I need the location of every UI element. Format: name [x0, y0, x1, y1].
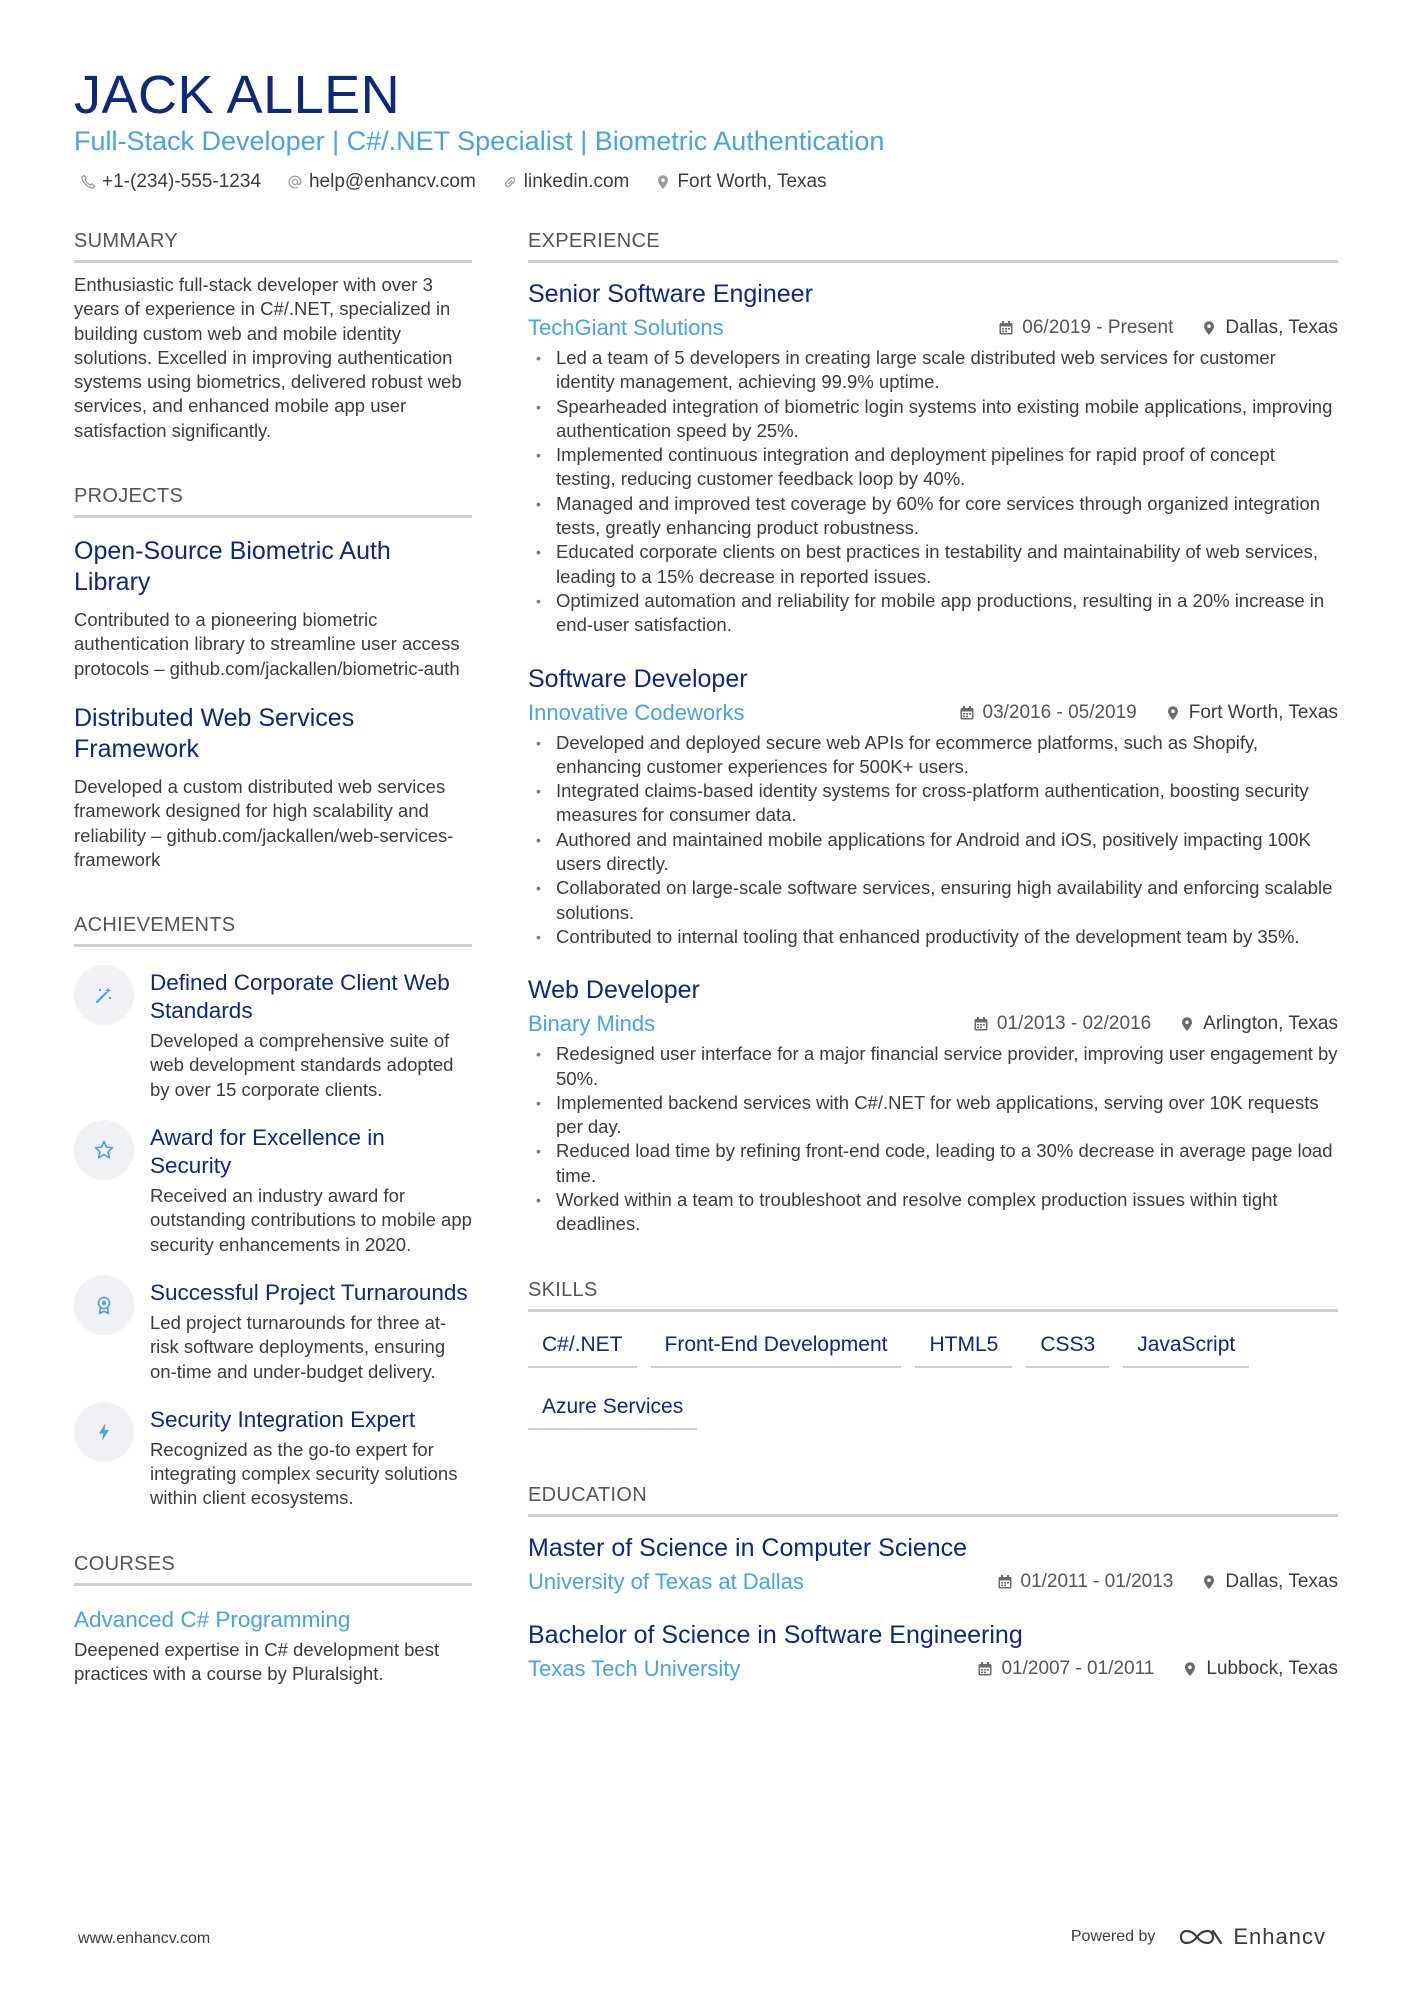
education-section — [528, 1482, 1338, 1683]
location-pin-icon — [1165, 705, 1181, 721]
job-location-text: Fort Worth, Texas — [1188, 701, 1338, 723]
location-pin-icon — [1182, 1661, 1198, 1677]
location-pin-icon — [1179, 1016, 1195, 1032]
courses-heading: COURSES — [74, 1551, 472, 1586]
summary-heading: SUMMARY — [74, 228, 472, 263]
job-entry — [528, 279, 1338, 638]
bullet-item: • Worked within a team to troubleshoot and resolve complex production issues within tight deadlines. — [528, 1188, 1338, 1237]
candidate-name: JACK ALLEN — [74, 65, 401, 125]
location-pin-icon — [655, 174, 671, 190]
achievement-title: Defined Corporate Client Web Standards — [150, 970, 450, 1024]
project-description: Developed a custom distributed web services framework designed for high scalability and reliability – github.com/jackallen/web-services-framework — [74, 775, 454, 870]
education-location-text: Dallas, Texas — [1225, 1570, 1338, 1592]
contact-bar — [80, 168, 827, 196]
right-column — [528, 228, 1338, 1683]
linkedin-text: linkedin.com — [523, 171, 630, 192]
education-meta — [528, 1568, 1338, 1596]
bullet-item: • Implemented backend services with C#/.NET for web applications, serving over 10K requests per day. — [528, 1091, 1338, 1140]
achievement-description: Led project turnarounds for three at-risk software deployments, ensuring on-time and under-budget delivery. — [150, 1311, 447, 1382]
project-title: Open-Source Biometric Auth Library — [74, 537, 391, 597]
job-title: Senior Software Engineer — [528, 280, 813, 308]
job-bullets — [528, 731, 1338, 950]
contact-linkedin[interactable] — [502, 168, 630, 196]
calendar-icon — [997, 1574, 1013, 1590]
company-name: Binary Minds — [528, 1011, 656, 1037]
contact-phone[interactable] — [80, 168, 261, 196]
education-location-text: Lubbock, Texas — [1206, 1657, 1338, 1679]
job-dates — [959, 700, 1137, 726]
star-icon — [74, 1120, 134, 1180]
calendar-icon — [959, 705, 975, 721]
link-icon — [502, 174, 518, 190]
job-location — [1201, 315, 1338, 341]
footer-website[interactable]: www.enhancv.com — [78, 1930, 211, 1947]
skill-tag: JavaScript — [1123, 1330, 1249, 1368]
bullet-item: • Contributed to internal tooling that enhanced productivity of the development team by 35%. — [528, 925, 1338, 949]
brand-logo[interactable] — [1177, 1924, 1326, 1950]
job-dates-text: 01/2013 - 02/2016 — [996, 1013, 1152, 1035]
skill-tag: C#/.NET — [528, 1330, 637, 1368]
education-entry — [528, 1533, 1338, 1596]
job-bullets — [528, 346, 1338, 638]
phone-icon — [80, 174, 96, 190]
enhancv-logo-icon — [1177, 1925, 1225, 1949]
left-column — [74, 228, 472, 1686]
job-dates-text: 03/2016 - 05/2019 — [982, 701, 1137, 723]
education-dates — [977, 1656, 1154, 1682]
bullet-item: • Collaborated on large-scale software services, ensuring high availability and enforcing scalable solutions. — [528, 876, 1338, 925]
bullet-item: • Managed and improved test coverage by 60% for core services through organized integration tests, greatly enhancing product robustness. — [528, 492, 1338, 541]
achievements-heading: ACHIEVEMENTS — [74, 912, 472, 947]
education-heading: EDUCATION — [528, 1482, 1338, 1517]
courses-section — [74, 1551, 472, 1687]
footer-branding — [1071, 1924, 1326, 1950]
experience-heading: EXPERIENCE — [528, 228, 1338, 263]
job-bullets — [528, 1042, 1338, 1236]
school-name: University of Texas at Dallas — [528, 1568, 804, 1594]
achievement-item — [74, 969, 472, 1102]
school-name: Texas Tech University — [528, 1655, 741, 1681]
achievement-title: Security Integration Expert — [150, 1406, 416, 1432]
degree-title: Bachelor of Science in Software Engineering — [528, 1620, 1023, 1649]
skill-tag: Front-End Development — [651, 1330, 902, 1368]
bullet-item: • Spearheaded integration of biometric login systems into existing mobile applications, improving authentication speed by 25%. — [528, 395, 1338, 444]
project-item — [74, 703, 472, 872]
email-text: help@enhancv.com — [308, 171, 476, 192]
education-dates-text: 01/2011 - 01/2013 — [1020, 1570, 1174, 1592]
contact-location — [655, 168, 826, 196]
bolt-icon — [74, 1402, 134, 1462]
skill-tag: CSS3 — [1026, 1330, 1109, 1368]
bullet-item: • Reduced load time by refining front-end code, leading to a 30% decrease in average page load time. — [528, 1139, 1338, 1188]
project-description: Contributed to a pioneering biometric authentication library to streamline user access protocols – github.com/jackallen/biometric-auth — [74, 609, 460, 679]
course-description: Deepened expertise in C# development best practices with a course by Pluralsight. — [74, 1638, 440, 1685]
achievement-item — [74, 1279, 472, 1384]
achievement-description: Received an industry award for outstanding contributions to mobile app security enhancements in 2020. — [150, 1185, 472, 1255]
education-meta — [528, 1655, 1338, 1683]
degree-title: Master of Science in Computer Science — [528, 1533, 968, 1562]
job-title: Web Developer — [528, 976, 700, 1005]
location-pin-icon — [1201, 1574, 1217, 1590]
education-dates-text: 01/2007 - 01/2011 — [1001, 1657, 1155, 1679]
company-name: Innovative Codeworks — [528, 699, 745, 725]
projects-section — [74, 483, 472, 872]
at-icon — [287, 174, 303, 190]
award-icon — [74, 1275, 134, 1335]
project-item — [74, 536, 472, 681]
bullet-item: • Implemented continuous integration and deployment pipelines for rapid proof of concept testing, reducing customer feedback loop by 40%. — [528, 443, 1338, 492]
achievement-description: Recognized as the go-to expert for integrating complex security solutions within client ecosystems. — [150, 1438, 458, 1509]
bullet-item: • Optimized automation and reliability for mobile app productions, resulting in a 20% increase in end-user satisfaction. — [528, 589, 1338, 638]
job-title: Software Developer — [528, 664, 748, 693]
bullet-item: • Educated corporate clients on best practices in testability and maintainability of web services, leading to a 15% decrease in reported issues. — [528, 540, 1338, 589]
education-dates — [997, 1569, 1174, 1595]
job-meta — [528, 1010, 1338, 1038]
brand-name: Enhancv — [1233, 1924, 1326, 1949]
skills-heading: SKILLS — [528, 1277, 1338, 1312]
calendar-icon — [998, 320, 1014, 336]
skill-tag: Azure Services — [528, 1392, 697, 1430]
experience-section — [528, 228, 1338, 1237]
projects-heading: PROJECTS — [74, 483, 472, 518]
achievement-item — [74, 1124, 472, 1257]
achievements-section — [74, 912, 472, 1511]
job-entry — [528, 664, 1338, 950]
job-location-text: Arlington, Texas — [1203, 1013, 1338, 1035]
bullet-item: • Led a team of 5 developers in creating large scale distributed web services for customer identity management, achieving 99.9% uptime. — [528, 346, 1338, 395]
achievement-title: Successful Project Turnarounds — [150, 1279, 468, 1305]
education-location — [1201, 1569, 1338, 1595]
skills-section — [528, 1277, 1338, 1430]
course-title: Advanced C# Programming — [74, 1606, 351, 1632]
bullet-item: • Authored and maintained mobile applications for Android and iOS, positively impacting 100K users directly. — [528, 828, 1338, 877]
job-location — [1165, 700, 1338, 726]
wand-icon — [74, 965, 134, 1025]
project-title: Distributed Web Services Framework — [74, 703, 355, 763]
location-text: Fort Worth, Texas — [677, 171, 827, 192]
job-entry — [528, 975, 1338, 1236]
job-dates-text: 06/2019 - Present — [1022, 317, 1174, 338]
job-meta — [528, 699, 1338, 727]
location-pin-icon — [1201, 320, 1217, 336]
headline: Full-Stack Developer | C#/.NET Specialist | Biometric Authentication — [74, 126, 885, 156]
job-location-text: Dallas, Texas — [1225, 317, 1338, 338]
skills-list — [528, 1330, 1338, 1430]
summary-text: Enthusiastic full-stack developer with over 3 years of experience in C#/.NET, specialized in building custom web and mobile identity solutions. Excelled in improving authentication systems using biometrics, delivered robust web services, and enhanced mobile app user satisfaction significantly. — [74, 274, 462, 441]
job-dates — [998, 315, 1173, 341]
phone-text: +1-(234)-555-1234 — [102, 171, 261, 192]
powered-by-label: Powered by — [1070, 1928, 1156, 1945]
bullet-item: • Integrated claims-based identity systems for cross-platform authentication, boosting security measures for consumer data. — [528, 779, 1338, 828]
calendar-icon — [973, 1016, 989, 1032]
job-location — [1179, 1011, 1338, 1037]
company-name: TechGiant Solutions — [528, 315, 724, 340]
summary-section — [74, 228, 472, 443]
achievement-title: Award for Excellence in Security — [150, 1125, 385, 1179]
education-location — [1182, 1656, 1338, 1682]
job-dates — [973, 1011, 1151, 1037]
skill-tag: HTML5 — [915, 1330, 1012, 1368]
calendar-icon — [977, 1661, 993, 1677]
achievement-item — [74, 1406, 472, 1511]
education-entry — [528, 1620, 1338, 1683]
job-meta — [528, 314, 1338, 342]
achievement-description: Developed a comprehensive suite of web development standards adopted by over 15 corporate clients. — [150, 1030, 454, 1100]
contact-email[interactable] — [287, 168, 476, 196]
bullet-item: • Redesigned user interface for a major financial service provider, improving user engagement by 50%. — [528, 1042, 1338, 1091]
bullet-item: • Developed and deployed secure web APIs for ecommerce platforms, such as Shopify, enhancing customer experiences for 500K+ users. — [528, 731, 1338, 780]
